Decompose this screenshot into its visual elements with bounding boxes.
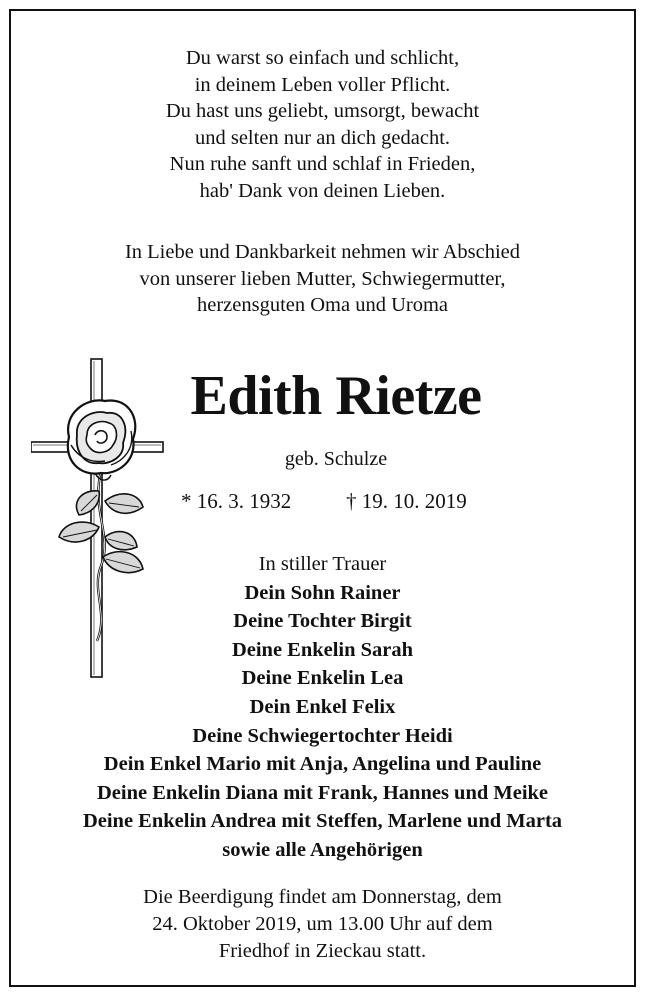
intro-line: von unserer lieben Mutter, Schwiegermutter, bbox=[139, 267, 506, 290]
mourner-line: Deine Enkelin Diana mit Frank, Hannes und Meike bbox=[96, 781, 549, 804]
poem-line: und selten nur an dich gedacht. bbox=[194, 126, 451, 149]
death-date: † 19. 10. 2019 bbox=[346, 489, 467, 513]
poem-line: Du hast uns geliebt, umsorgt, bewacht bbox=[165, 100, 480, 122]
mourners-heading: In stiller Trauer bbox=[258, 553, 387, 575]
mourner-line: Dein Enkel Felix bbox=[249, 695, 396, 718]
poem-line: Nun ruhe sanft und schlaf in Frieden, bbox=[169, 153, 476, 175]
mourner-line: Deine Schwiegertochter Heidi bbox=[192, 724, 453, 747]
intro-line: In Liebe und Dankbarkeit nehmen wir Abschied bbox=[124, 241, 521, 263]
mourner-line: Dein Sohn Rainer bbox=[244, 581, 401, 604]
poem-line: Du warst so einfach und schlicht, bbox=[185, 47, 460, 69]
mourner-line: Deine Enkelin Lea bbox=[241, 667, 404, 690]
intro-line: herzensguten Oma und Uroma bbox=[196, 294, 449, 316]
mourner-line: sowie alle Angehörigen bbox=[222, 838, 423, 861]
funeral-line: Friedhof in Zieckau statt. bbox=[218, 940, 427, 962]
poem-line: in deinem Leben voller Pflicht. bbox=[194, 73, 451, 96]
mourner-line: Deine Enkelin Andrea mit Steffen, Marlene und Marta bbox=[82, 810, 563, 833]
mourner-line: Deine Enkelin Sarah bbox=[231, 638, 414, 661]
obituary-card bbox=[9, 9, 636, 987]
funeral-line: Die Beerdigung findet am Donnerstag, dem bbox=[143, 886, 502, 908]
poem-line: hab' Dank von deinen Lieben. bbox=[199, 179, 446, 202]
funeral-line: 24. Oktober 2019, um 13.00 Uhr auf dem bbox=[152, 913, 493, 935]
birth-name: geb. Schulze bbox=[284, 448, 388, 470]
mourners-list bbox=[11, 550, 634, 865]
intro-text bbox=[11, 239, 634, 319]
mourner-line: Deine Tochter Birgit bbox=[233, 610, 412, 633]
mourner-line: Dein Enkel Mario mit Anja, Angelina und Pauline bbox=[103, 753, 542, 776]
funeral-notice bbox=[11, 884, 634, 965]
birth-date: * 16. 3. 1932 bbox=[181, 489, 292, 513]
poem bbox=[11, 45, 634, 204]
deceased-name: Edith Rietze bbox=[190, 365, 482, 427]
